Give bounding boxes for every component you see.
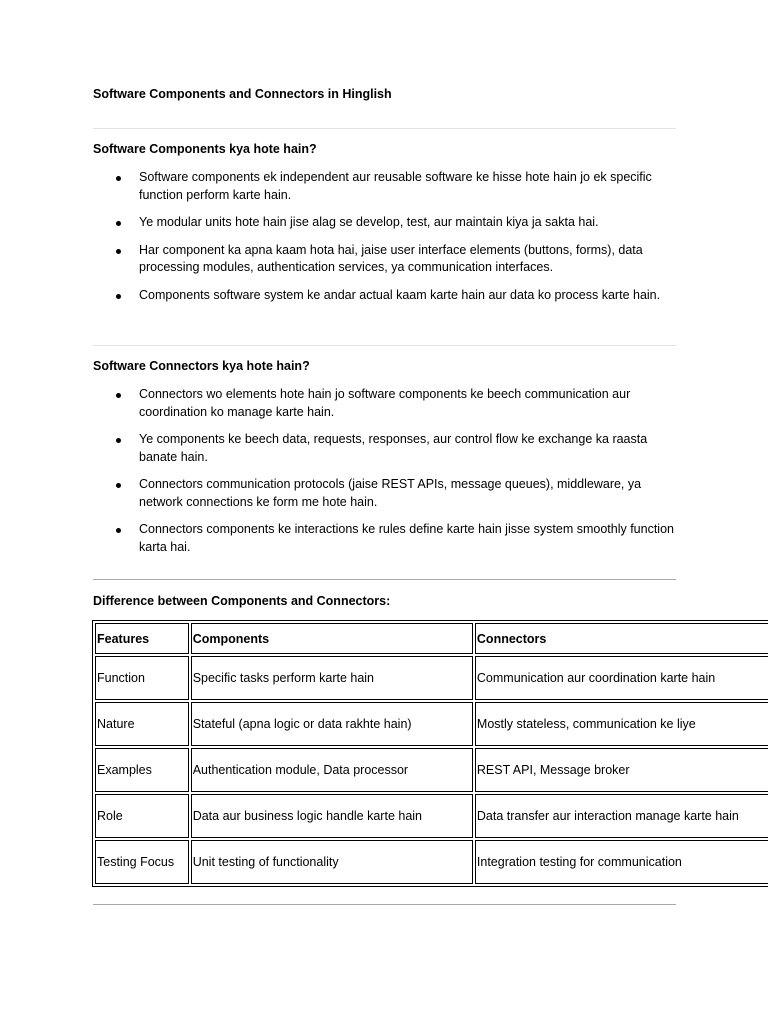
list-item-text: Software components ek independent aur reusable software ke hisse hote hain jo ek specific function perform karte hain. <box>139 170 652 202</box>
difference-heading: Difference between Components and Connectors: <box>93 594 391 608</box>
list-item-text: Connectors components ke interactions ke rules define karte hain jisse system smoothly function karta hai. <box>139 522 674 554</box>
table-row <box>95 656 768 700</box>
list-item-text: Har component ka apna kaam hota hai, jaise user interface elements (buttons, forms), data processing modules, authentication services, ya communication interfaces. <box>139 242 643 274</box>
table-cell: Data aur business logic handle karte hain <box>191 794 473 838</box>
list-item <box>93 214 683 232</box>
list-item <box>93 287 683 305</box>
header-cell: Connectors <box>475 623 768 654</box>
list-item-text: Connectors wo elements hote hain jo software components ke beech communication aur coordination ko manage karte hain. <box>139 387 631 419</box>
table-cell: Authentication module, Data processor <box>191 748 473 792</box>
components-bullet-list <box>93 169 683 314</box>
horizontal-rule <box>93 128 676 129</box>
list-item <box>93 169 683 204</box>
table-header-row <box>95 623 768 654</box>
table-cell: Function <box>95 656 189 700</box>
bullet-icon <box>116 221 121 226</box>
table-row <box>95 840 768 884</box>
list-item <box>93 242 683 277</box>
table-cell: Integration testing for communication <box>475 840 768 884</box>
horizontal-rule <box>93 345 676 346</box>
table-cell: Testing Focus <box>95 840 189 884</box>
table-row <box>95 794 768 838</box>
table-cell: Mostly stateless, communication ke liye <box>475 702 768 746</box>
comparison-table <box>92 620 768 887</box>
table-cell: Nature <box>95 702 189 746</box>
table-cell: Unit testing of functionality <box>191 840 473 884</box>
table-row <box>95 748 768 792</box>
table-cell: Stateful (apna logic or data rakhte hain) <box>191 702 473 746</box>
connectors-bullet-list <box>93 386 683 566</box>
list-item-text: Connectors communication protocols (jaise REST APIs, message queues), middleware, ya network connections ke form me hote hain. <box>139 477 642 509</box>
table-cell: Data transfer aur interaction manage karte hain <box>475 794 768 838</box>
table-cell: Role <box>95 794 189 838</box>
table-row <box>95 702 768 746</box>
list-item-text: Components software system ke andar actual kaam karte hain aur data ko process karte hain. <box>139 287 661 302</box>
list-item <box>93 476 683 511</box>
table-cell: Examples <box>95 748 189 792</box>
components-heading: Software Components kya hote hain? <box>93 142 317 156</box>
bullet-icon <box>116 483 121 488</box>
bullet-icon <box>116 528 121 533</box>
bullet-icon <box>116 393 121 398</box>
table-cell: Specific tasks perform karte hain <box>191 656 473 700</box>
list-item <box>93 386 683 421</box>
document-title: Software Components and Connectors in Hinglish <box>93 87 392 101</box>
list-item-text: Ye modular units hote hain jise alag se develop, test, aur maintain kiya ja sakta hai. <box>139 215 599 229</box>
bullet-icon <box>116 438 121 443</box>
list-item-text: Ye components ke beech data, requests, responses, aur control flow ke exchange ka raasta banate hain. <box>139 432 648 464</box>
horizontal-rule <box>93 904 676 905</box>
table-cell: Communication aur coordination karte hain <box>475 656 768 700</box>
horizontal-rule <box>93 579 676 580</box>
list-item <box>93 521 683 556</box>
bullet-icon <box>116 249 121 254</box>
list-item <box>93 431 683 466</box>
bullet-icon <box>116 294 121 299</box>
table-cell: REST API, Message broker <box>475 748 768 792</box>
header-cell: Components <box>191 623 473 654</box>
connectors-heading: Software Connectors kya hote hain? <box>93 359 310 373</box>
header-cell: Features <box>95 623 189 654</box>
bullet-icon <box>116 176 121 181</box>
